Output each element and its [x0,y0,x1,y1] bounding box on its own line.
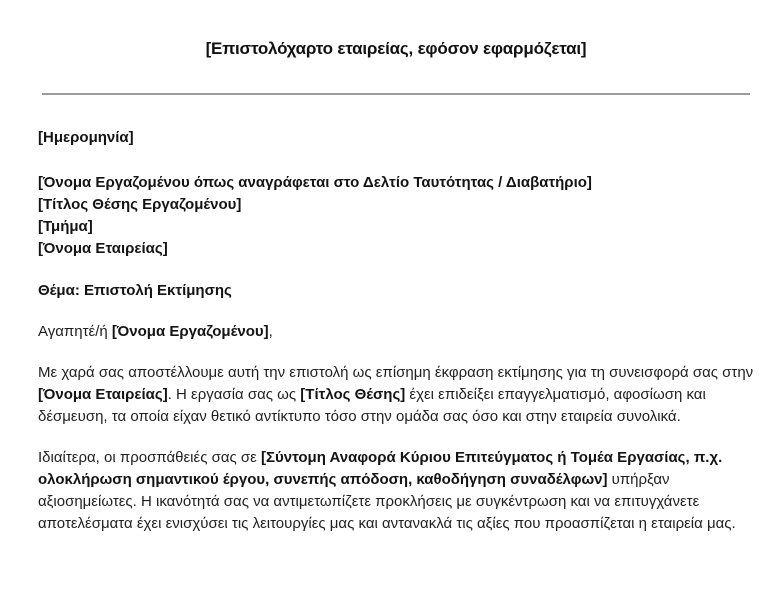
subject-line: Θέμα: Επιστολή Εκτίμησης [38,282,232,299]
paragraph2-text-2: υπήρξαν αξιοσημείωτες. Η ικανότητά σας να αντιμετωπίζετε προκλήσεις με συγκέντρωση και να επιτυγχάνετε αποτελέσματα έχει ενισχύσει τις λειτουργίες μας και αντανακλά τις αξίες που προασπίζεται η εταιρεία μας. [38,471,736,532]
recipient-title: [Τίτλος Θέσης Εργαζομένου] [38,196,242,213]
spacer [38,343,754,362]
recipient-department: [Τμήμα] [38,218,93,235]
spacer [38,260,754,280]
spacer [38,302,754,321]
recipient-company: [Όνομα Εταιρείας] [38,240,168,257]
recipient-block [38,172,754,260]
paragraph-achievement [38,447,754,535]
greeting-name: [Όνομα Εργαζομένου] [111,323,269,340]
letterhead-placeholder: [Επιστολόχαρτο εταιρείας, εφόσον εφαρμόζεται] [205,39,587,58]
paragraph2-text-1: Ιδιαίτερα, οι προσπάθειές σας σε [38,449,262,466]
paragraph-appreciation [38,362,754,428]
paragraph1-text-3: έχει επιδείξει επαγγελματισμό, αφοσίωση και δέσμευση, τα οποία είχαν θετικό αντίκτυπο τόσο στην ομάδα σας όσο και στην εταιρεία συνολικά. [38,386,706,425]
recipient-name: [Όνομα Εργαζομένου όπως αναγράφεται στο Δελτίο Ταυτότητας / Διαβατήριο] [38,174,592,191]
header-divider [42,93,750,95]
paragraph1-company: [Όνομα Εταιρείας] [38,386,168,403]
paragraph1-position: [Τίτλος Θέσης] [300,386,406,403]
paragraph1-text-1: Με χαρά σας αποστέλλουμε αυτή την επιστολή ως επίσημη έκφραση εκτίμησης για τη συνεισφορά σας στην [38,364,754,381]
greeting-suffix: , [268,323,273,340]
date-line: [Ημερομηνία] [38,129,134,146]
greeting-prefix: Αγαπητέ/ή [38,323,112,340]
paragraph2-achievement: [Σύντομη Αναφορά Κύριου Επιτεύγματος ή Τομέα Εργασίας, π.χ. ολοκλήρωση σημαντικού έργου, συνεπής απόδοση, καθοδήγηση συναδέλφων] [38,449,723,488]
paragraph1-text-2: . Η εργασία σας ως [167,386,301,403]
letter-body [38,127,754,535]
greeting-line [38,321,754,343]
spacer [38,149,754,172]
spacer [38,428,754,447]
